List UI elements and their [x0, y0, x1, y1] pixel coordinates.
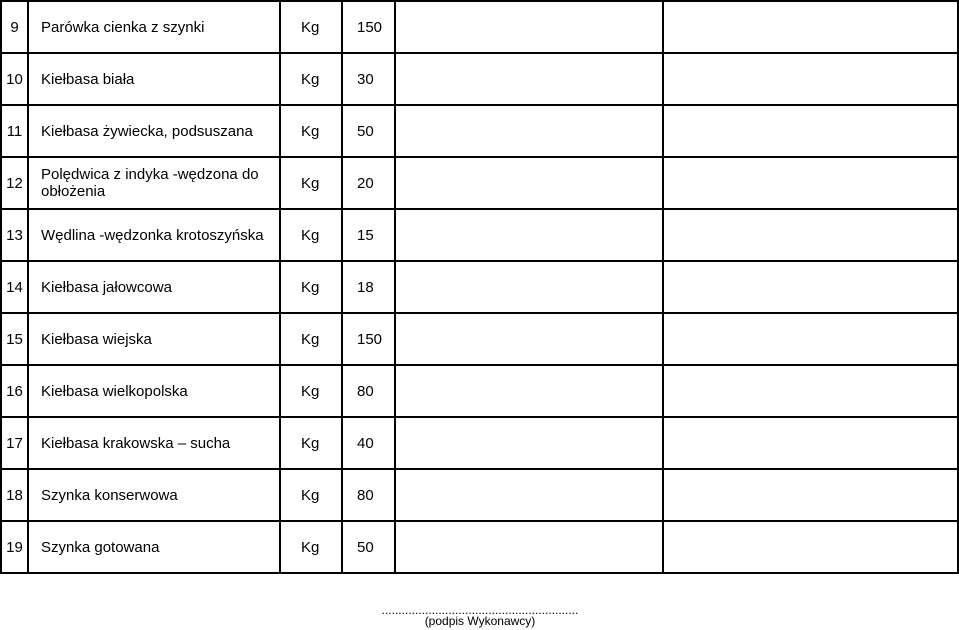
unit-cell: Kg — [280, 469, 342, 521]
quantity-cell: 150 — [342, 313, 395, 365]
empty-cell-price — [395, 365, 663, 417]
quantity-cell: 50 — [342, 105, 395, 157]
table-row — [1, 521, 958, 573]
table-row — [1, 313, 958, 365]
row-number: 18 — [1, 469, 28, 521]
table-row — [1, 157, 958, 209]
product-name: Kiełbasa jałowcowa — [28, 261, 280, 313]
unit-cell: Kg — [280, 53, 342, 105]
empty-cell-price — [395, 417, 663, 469]
empty-cell-price — [395, 313, 663, 365]
row-number: 14 — [1, 261, 28, 313]
row-number: 17 — [1, 417, 28, 469]
table-row — [1, 417, 958, 469]
product-name: Wędlina -wędzonka krotoszyńska — [28, 209, 280, 261]
product-name: Kiełbasa krakowska – sucha — [28, 417, 280, 469]
empty-cell-price — [395, 1, 663, 53]
table-row — [1, 53, 958, 105]
quantity-cell: 80 — [342, 365, 395, 417]
unit-cell: Kg — [280, 261, 342, 313]
quantity-cell: 50 — [342, 521, 395, 573]
empty-cell-value — [663, 209, 958, 261]
signature-block — [360, 603, 600, 628]
empty-cell-value — [663, 261, 958, 313]
table-row — [1, 209, 958, 261]
product-name: Kiełbasa biała — [28, 53, 280, 105]
row-number: 11 — [1, 105, 28, 157]
row-number: 9 — [1, 1, 28, 53]
product-name: Kiełbasa wielkopolska — [28, 365, 280, 417]
unit-cell: Kg — [280, 365, 342, 417]
empty-cell-value — [663, 1, 958, 53]
unit-cell: Kg — [280, 157, 342, 209]
empty-cell-price — [395, 53, 663, 105]
empty-cell-price — [395, 469, 663, 521]
table-row — [1, 365, 958, 417]
empty-cell-value — [663, 157, 958, 209]
empty-cell-value — [663, 469, 958, 521]
product-name: Szynka konserwowa — [28, 469, 280, 521]
product-name: Polędwica z indyka -wędzona do obłożenia — [28, 157, 280, 209]
row-number: 13 — [1, 209, 28, 261]
row-number: 12 — [1, 157, 28, 209]
quantity-cell: 40 — [342, 417, 395, 469]
table-row — [1, 469, 958, 521]
table-row — [1, 105, 958, 157]
empty-cell-value — [663, 521, 958, 573]
unit-cell: Kg — [280, 209, 342, 261]
empty-cell-value — [663, 313, 958, 365]
row-number: 15 — [1, 313, 28, 365]
empty-cell-value — [663, 417, 958, 469]
row-number: 19 — [1, 521, 28, 573]
quantity-cell: 20 — [342, 157, 395, 209]
row-number: 16 — [1, 365, 28, 417]
signature-label: (podpis Wykonawcy) — [424, 614, 536, 628]
empty-cell-price — [395, 157, 663, 209]
table-row — [1, 261, 958, 313]
empty-cell-price — [395, 209, 663, 261]
unit-cell: Kg — [280, 105, 342, 157]
product-name: Szynka gotowana — [28, 521, 280, 573]
quantity-cell: 150 — [342, 1, 395, 53]
product-name: Kiełbasa wiejska — [28, 313, 280, 365]
row-number: 10 — [1, 53, 28, 105]
quantity-cell: 15 — [342, 209, 395, 261]
product-name: Parówka cienka z szynki — [28, 1, 280, 53]
table-row — [1, 1, 958, 53]
empty-cell-price — [395, 261, 663, 313]
quantity-cell: 80 — [342, 469, 395, 521]
empty-cell-value — [663, 365, 958, 417]
empty-cell-price — [395, 521, 663, 573]
unit-cell: Kg — [280, 1, 342, 53]
product-name: Kiełbasa żywiecka, podsuszana — [28, 105, 280, 157]
quantity-cell: 30 — [342, 53, 395, 105]
empty-cell-value — [663, 105, 958, 157]
empty-cell-value — [663, 53, 958, 105]
unit-cell: Kg — [280, 521, 342, 573]
quantity-cell: 18 — [342, 261, 395, 313]
table-body — [1, 1, 958, 573]
empty-cell-price — [395, 105, 663, 157]
unit-cell: Kg — [280, 313, 342, 365]
unit-cell: Kg — [280, 417, 342, 469]
signature-line: ........................................................... — [381, 603, 579, 614]
